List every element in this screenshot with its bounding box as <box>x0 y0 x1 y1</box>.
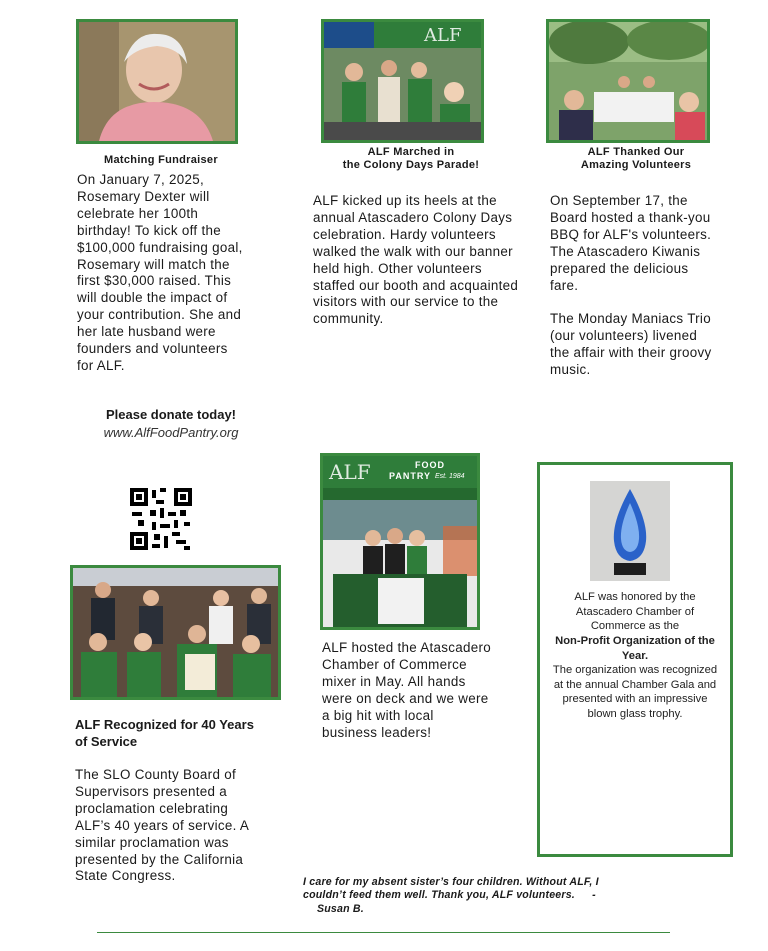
rosemary-photo-art <box>79 22 235 141</box>
trophy-icon <box>590 481 670 581</box>
proclamation-photo-art <box>73 568 278 697</box>
qr-code[interactable] <box>130 488 192 550</box>
parade-photo <box>321 19 484 143</box>
award-line1: ALF was honored by the Atascadero Chamber of Commerce as the <box>574 591 696 633</box>
bbq-caption-line2: Amazing Volunteers <box>580 159 692 171</box>
parade-caption-line1: ALF Marched in <box>367 146 455 158</box>
matching-fundraiser-caption: Matching Fundraiser <box>104 154 218 166</box>
testimonial-attribution: Susan B. <box>317 902 364 915</box>
svg-text:ALF: ALF <box>424 25 462 46</box>
mixer-tent-text-2: PANTRY <box>389 471 431 481</box>
mixer-photo <box>320 453 480 630</box>
rosemary-photo <box>76 19 238 144</box>
proclamation-photo <box>70 565 281 700</box>
testimonial-dash: - <box>592 889 596 902</box>
bottom-divider <box>97 932 670 933</box>
parade-caption-line2: the Colony Days Parade! <box>342 159 480 171</box>
testimonial-quote <box>303 876 613 916</box>
recognized-heading: ALF Recognized for 40 Years of Service <box>75 717 254 749</box>
award-line2: The organization was recognized at the annual Chamber Gala and presented with an impressive blown glass trophy. <box>552 664 718 720</box>
bbq-caption-line1: ALF Thanked Our <box>587 146 685 158</box>
bbq-body: On September 17, the Board hosted a thank-you BBQ for ALF's volunteers. The Atascadero Kiwanis prepared the delicious fare. <box>550 193 712 293</box>
donate-call: Please donate today! <box>105 407 237 422</box>
bbq-photo <box>546 19 710 143</box>
matching-fundraiser-body: On January 7, 2025, Rosemary Dexter will celebrate her 100th birthday! To kick off the $100,000 fundraising goal, Rosemary will match the first $30,000 raised. This will double the impact of your contribution. She and her late husband were founders and volunteers for ALF. <box>77 172 243 373</box>
testimonial-text: I care for my absent sister’s four children. Without ALF, I couldn’t feed them well. Thank you, ALF volunteers. <box>303 876 599 902</box>
award-box <box>537 462 733 857</box>
recognized-body: The SLO County Board of Supervisors presented a proclamation celebrating ALF’s 40 years of service. A similar proclamation was presented by the California State Congress. <box>75 767 249 884</box>
donate-url[interactable]: www.AlfFoodPantry.org <box>103 425 239 440</box>
bbq-photo-art <box>549 22 707 140</box>
trophy-photo <box>590 481 670 581</box>
bbq-body-2: The Monday Maniacs Trio (our volunteers) livened the affair with their groovy music. <box>550 311 712 377</box>
parade-photo-art <box>324 22 481 140</box>
award-emph: Non-Profit Organization of the Year. <box>555 635 715 662</box>
mixer-tent-text-1: FOOD <box>415 460 445 470</box>
parade-body: ALF kicked up its heels at the annual Atascadero Colony Days celebration. Hardy volunteers walked the walk with our banner held high. Other volunteers staffed our booth and acquainted visitors with our service to the community. <box>313 193 519 327</box>
mixer-body: ALF hosted the Atascadero Chamber of Commerce mixer in May. All hands were on deck and we were a big hit with local business leaders! <box>322 640 492 740</box>
mixer-tent-est: Est. 1984 <box>435 473 465 480</box>
mixer-tent-brand: ALF <box>329 460 371 484</box>
